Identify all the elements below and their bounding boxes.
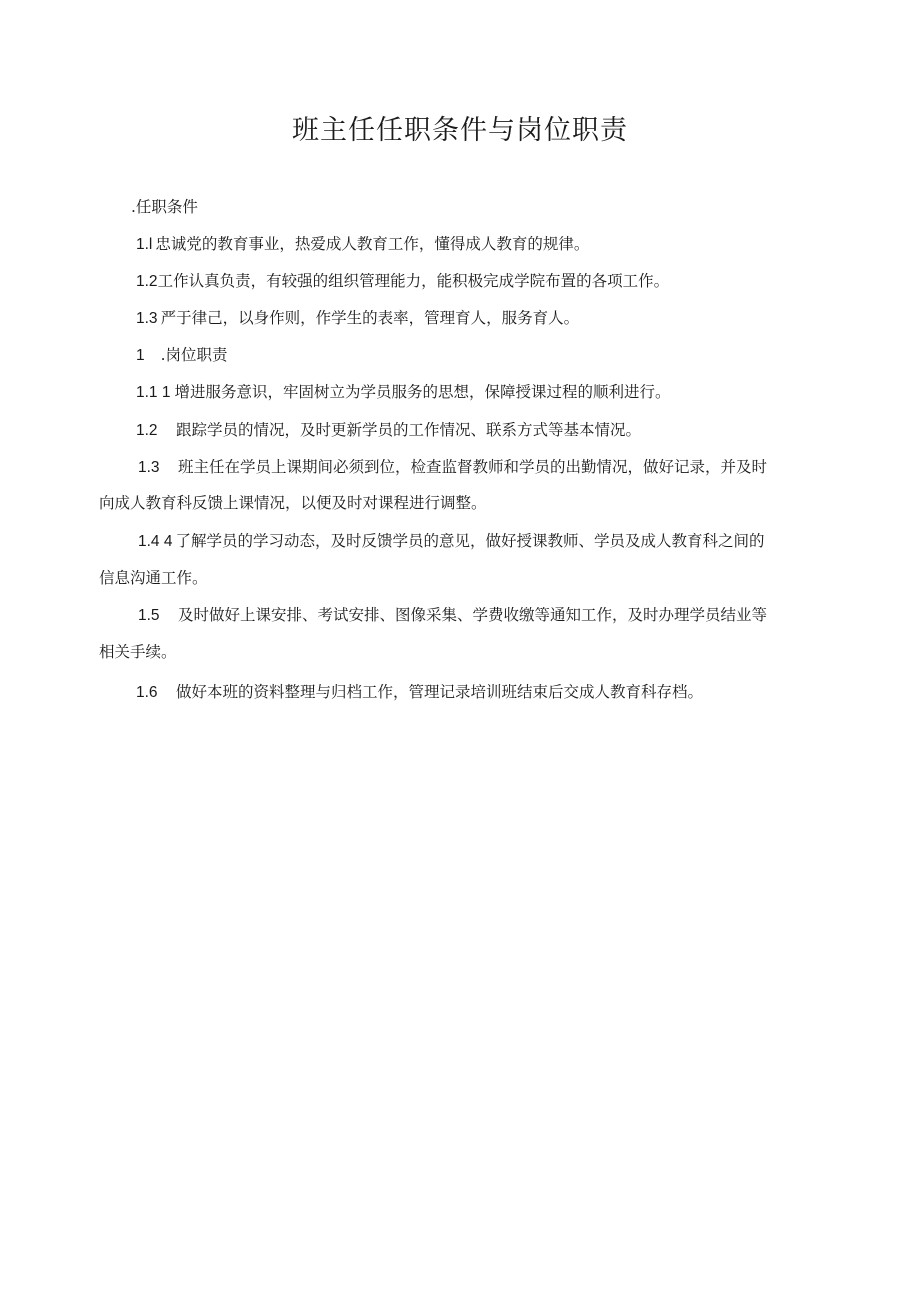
list-item-continuation: 向成人教育科反馈上课情况，以便及时对课程进行调整。: [99, 494, 487, 512]
heading-number: 1: [136, 347, 145, 364]
item-number: 1.6: [136, 684, 158, 701]
item-number: 1.5: [138, 607, 160, 624]
item-number: 1.3: [136, 310, 158, 327]
item-text: 及时做好上课安排、考试安排、图像采集、学费收缴等通知工作，及时办理学员结业等: [178, 606, 768, 624]
list-item: [138, 605, 767, 626]
item-text: 严于律己，以身作则，作学生的表率，管理育人，服务育人。: [160, 309, 580, 327]
item-text: 做好本班的资料整理与归档工作，管理记录培训班结束后交成人教育科存档。: [176, 683, 704, 701]
list-item: [136, 420, 641, 441]
item-number: 1.2: [136, 422, 158, 439]
list-item: [136, 382, 671, 403]
list-item-continuation: 信息沟通工作。: [99, 569, 208, 587]
item-text: 了解学员的学习动态，及时反馈学员的意见，做好授课教师、学员及成人教育科之间的: [175, 532, 765, 550]
item-number: 1.2: [136, 273, 158, 290]
list-item: [138, 457, 767, 478]
item-number: 1.1 1: [136, 384, 171, 401]
item-number: 1.l: [136, 236, 153, 253]
item-text: 工作认真负责，有较强的组织管理能力，能积极完成学院布置的各项工作。: [157, 272, 670, 290]
item-number: 1.4 4: [138, 533, 173, 550]
list-item: [136, 271, 669, 292]
heading-text: .岗位职责: [160, 346, 228, 364]
item-text: 忠诚党的教育事业，热爱成人教育工作，懂得成人教育的规律。: [155, 235, 590, 253]
item-number: 1.3: [138, 459, 160, 476]
list-item-continuation: 相关手续。: [99, 643, 177, 661]
section-heading-qualifications: .任职条件: [131, 198, 198, 216]
list-item: [138, 531, 765, 552]
item-text: 增进服务意识，牢固树立为学员服务的思想，保障授课过程的顺利进行。: [174, 383, 671, 401]
section-heading-duties: [136, 345, 228, 366]
list-item: [136, 234, 589, 255]
list-item: [136, 682, 703, 703]
item-text: 班主任在学员上课期间必须到位，检查监督教师和学员的出勤情况，做好记录，并及时: [178, 458, 768, 476]
item-text: 跟踪学员的情况，及时更新学员的工作情况、联系方式等基本情况。: [176, 421, 642, 439]
list-item: [136, 308, 579, 329]
page-title: 班主任任职条件与岗位职责: [292, 115, 628, 146]
